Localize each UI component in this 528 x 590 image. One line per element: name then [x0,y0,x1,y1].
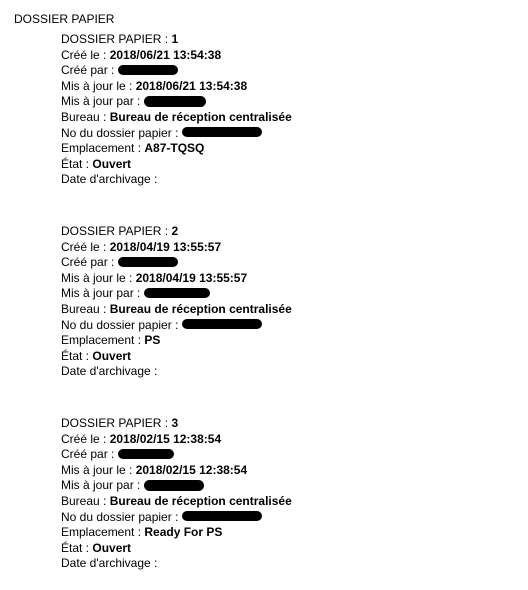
created-by-row [61,63,501,79]
bureau-row [61,494,501,510]
file-number-row [61,510,501,526]
status-row [61,349,501,365]
updated-date-label: Mis à jour le : [61,270,136,285]
created-date-value: 2018/02/15 12:38:54 [109,431,222,446]
status-value: Ouvert [92,348,132,363]
bureau-row [61,302,501,318]
location-value: Ready For PS [144,525,223,540]
file-number-label: No du dossier papier : [61,317,182,332]
created-date-row [61,48,501,64]
redaction-mark [118,65,178,75]
dossier-label: DOSSIER PAPIER : [61,416,172,430]
bureau-label: Bureau : [61,493,110,508]
updated-date-value: 2018/04/19 13:55:57 [135,270,248,285]
location-label: Emplacement : [61,333,145,348]
created-date-label: Créé le : [61,239,110,254]
status-value: Ouvert [92,540,132,555]
archive-date-label: Date d'archivage : [61,556,158,571]
location-label: Emplacement : [61,525,145,540]
archive-date-label: Date d'archivage : [61,364,158,379]
redaction-mark [144,480,204,491]
bureau-label: Bureau : [61,301,110,316]
bureau-value: Bureau de réception centralisée [109,493,292,508]
page-title: DOSSIER PAPIER [14,12,115,26]
created-by-label: Créé par : [61,447,118,462]
created-by-row [61,255,501,271]
status-row [61,157,501,173]
dossier-record-3 [61,416,501,572]
archive-date-row [61,364,501,380]
updated-by-label: Mis à jour par : [61,94,144,109]
dossier-number-row [61,416,501,432]
created-date-row [61,432,501,448]
created-date-value: 2018/04/19 13:55:57 [109,239,222,254]
updated-date-row [61,79,501,95]
dossier-label: DOSSIER PAPIER : [61,224,172,238]
archive-date-row [61,172,501,188]
dossier-number-row [61,32,501,48]
dossier-record-1 [61,32,501,188]
bureau-value: Bureau de réception centralisée [109,301,292,316]
status-label: État : [61,540,93,555]
location-row [61,141,501,157]
redaction-mark [144,288,210,298]
archive-date-row [61,556,501,572]
redaction-mark [182,319,262,329]
created-by-row [61,447,501,463]
redaction-mark [182,127,262,137]
bureau-row [61,110,501,126]
status-row [61,541,501,557]
created-date-row [61,240,501,256]
dossier-label: DOSSIER PAPIER : [61,32,172,46]
dossier-record-2 [61,224,501,380]
redaction-mark [182,511,262,521]
updated-by-row [61,286,501,302]
file-number-label: No du dossier papier : [61,509,182,524]
updated-by-row [61,94,501,110]
dossier-number-row [61,224,501,240]
updated-by-row [61,478,501,494]
updated-date-row [61,463,501,479]
archive-date-label: Date d'archivage : [61,172,158,187]
location-value: A87-TQSQ [144,141,205,156]
created-date-label: Créé le : [61,431,110,446]
bureau-label: Bureau : [61,109,110,124]
created-by-label: Créé par : [61,255,118,270]
file-number-label: No du dossier papier : [61,125,182,140]
file-number-row [61,126,501,142]
location-label: Emplacement : [61,141,145,156]
dossier-number: 3 [171,416,179,430]
status-label: État : [61,156,93,171]
updated-by-label: Mis à jour par : [61,478,144,493]
dossier-number: 1 [171,32,179,46]
status-label: État : [61,348,93,363]
location-row [61,333,501,349]
redaction-mark [118,449,174,459]
updated-by-label: Mis à jour par : [61,286,144,301]
created-date-value: 2018/06/21 13:54:38 [109,47,222,62]
bureau-value: Bureau de réception centralisée [109,109,292,124]
location-value: PS [144,333,161,348]
updated-date-value: 2018/06/21 13:54:38 [135,78,248,93]
location-row [61,525,501,541]
redaction-mark [118,257,178,267]
updated-date-label: Mis à jour le : [61,462,136,477]
updated-date-row [61,271,501,287]
file-number-row [61,318,501,334]
updated-date-label: Mis à jour le : [61,78,136,93]
updated-date-value: 2018/02/15 12:38:54 [135,462,248,477]
created-date-label: Créé le : [61,47,110,62]
status-value: Ouvert [92,156,132,171]
redaction-mark [144,96,206,107]
created-by-label: Créé par : [61,63,118,78]
dossier-number: 2 [171,224,179,238]
